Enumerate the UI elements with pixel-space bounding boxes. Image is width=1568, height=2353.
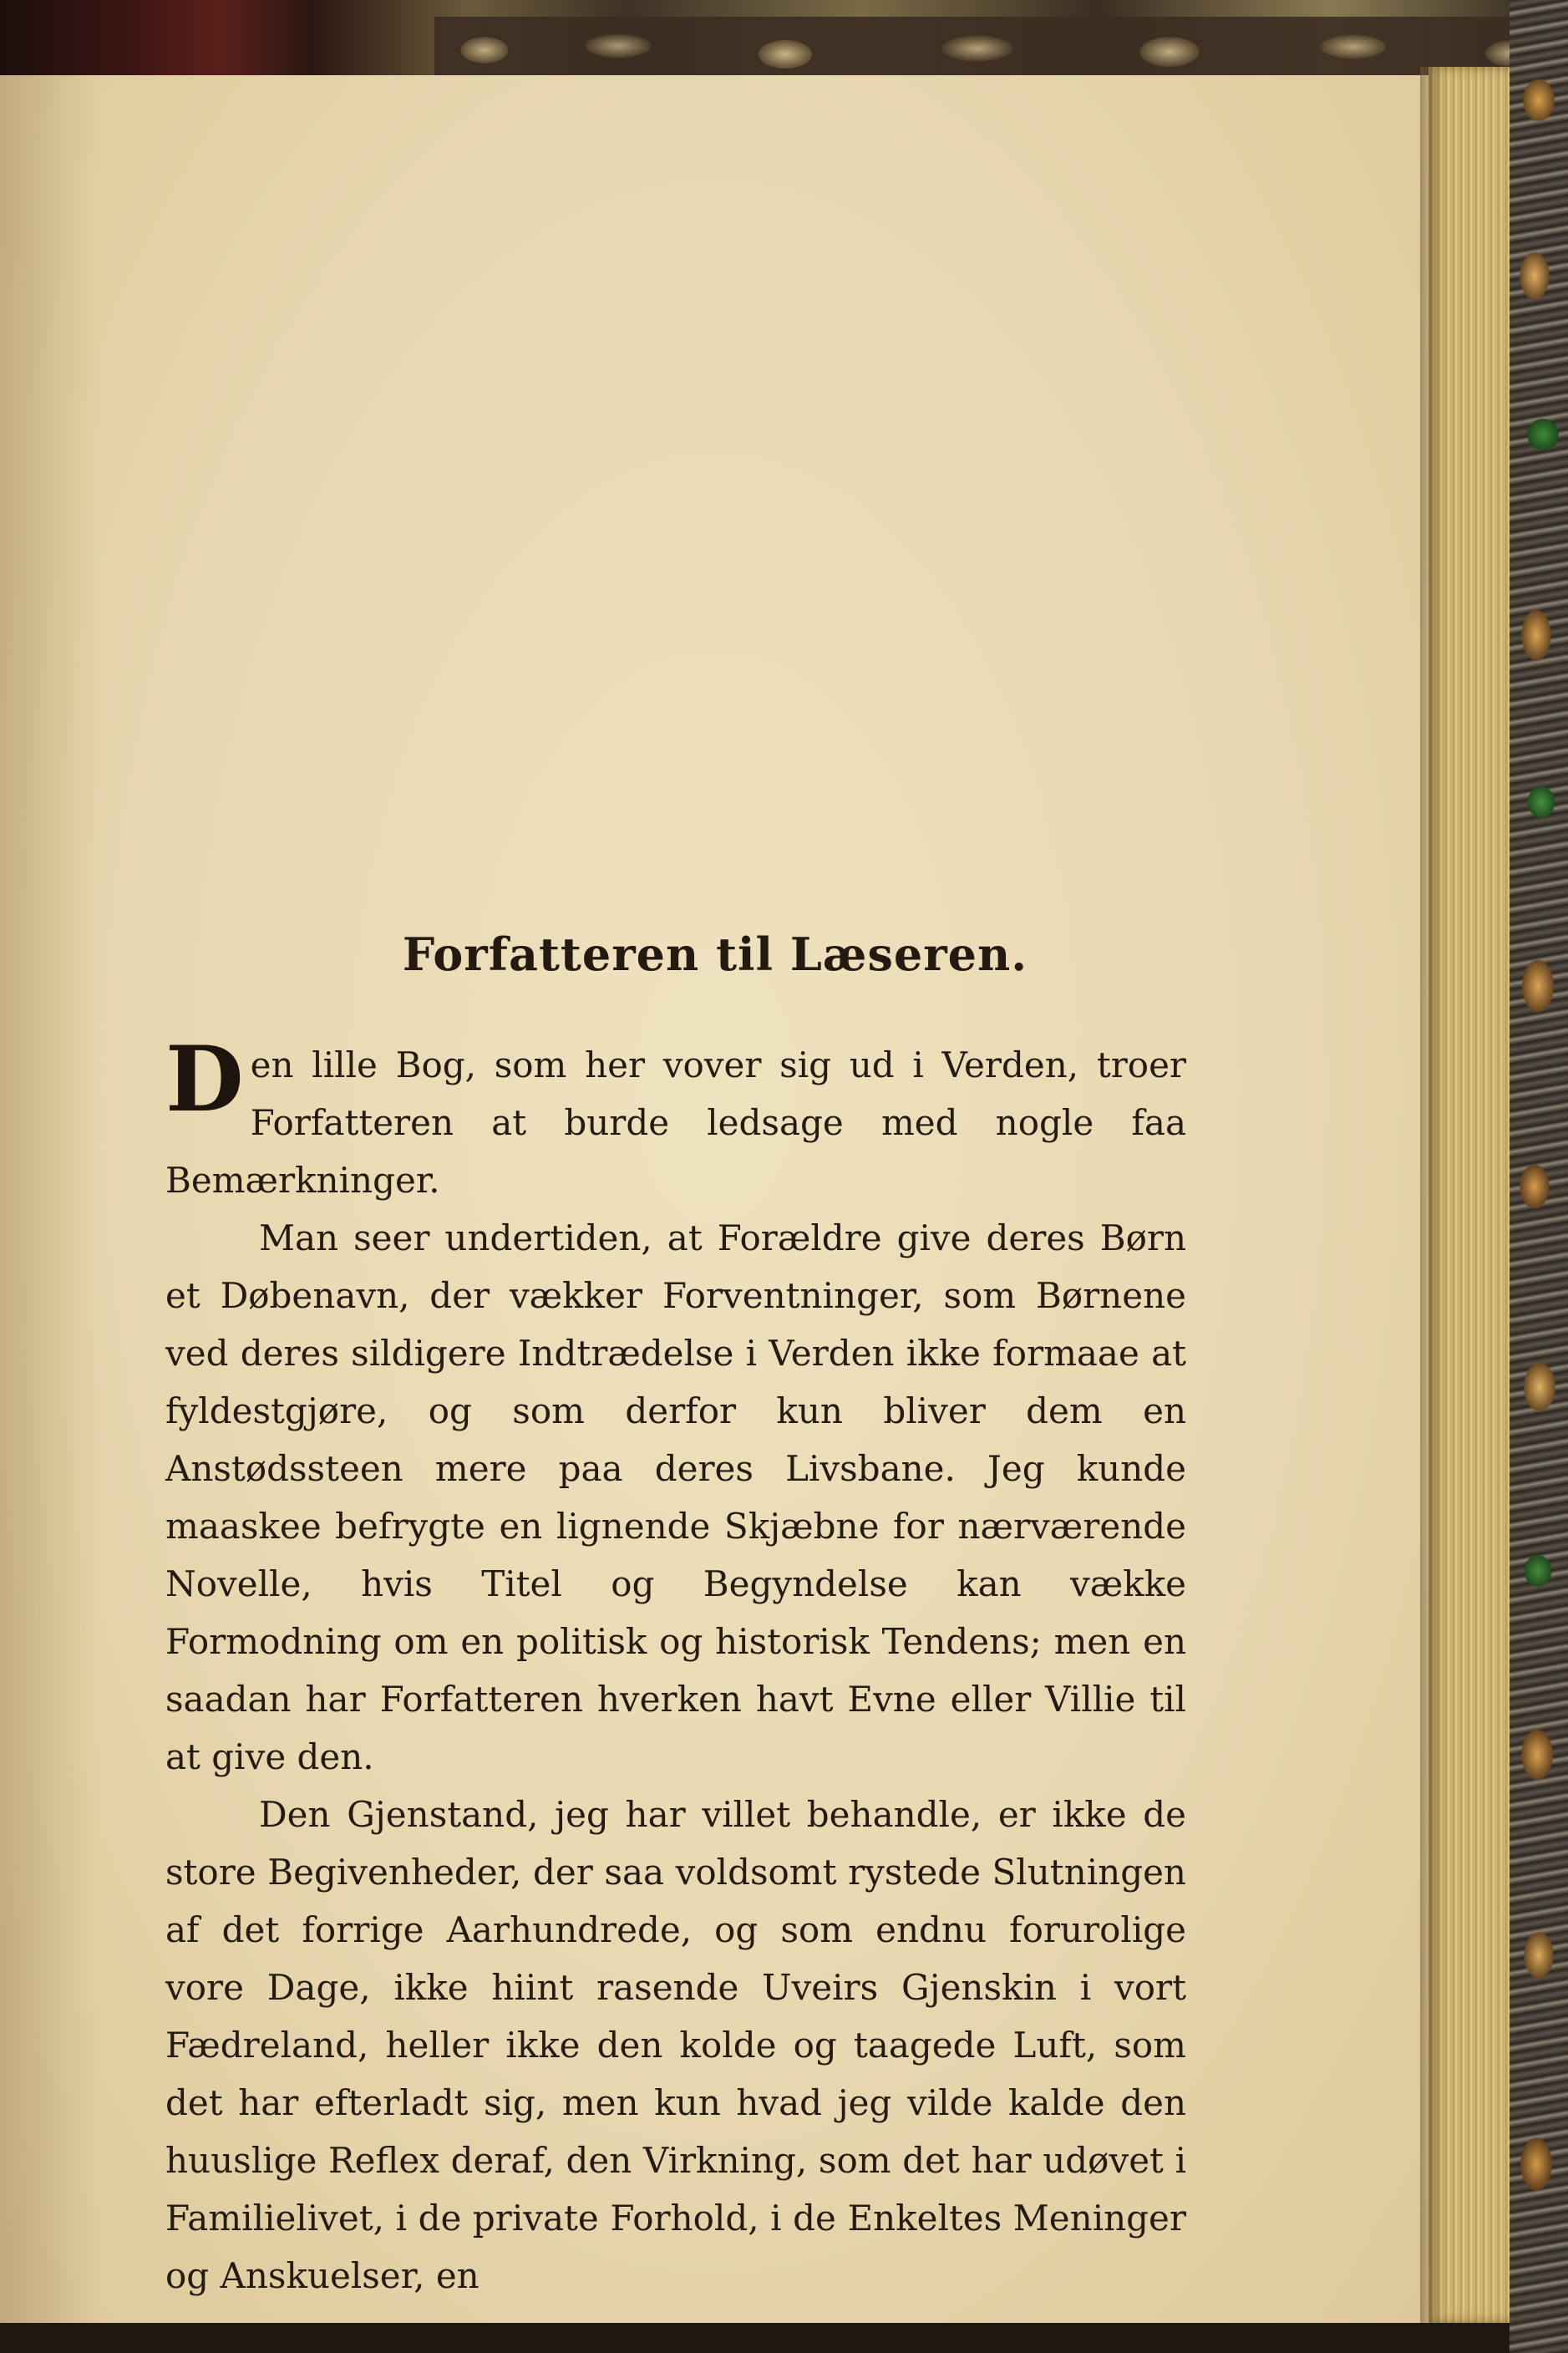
- body-text: [165, 1027, 1186, 2305]
- chapter-heading: Forfatteren til Læseren.: [402, 927, 1028, 981]
- paragraph-3: Den Gjenstand, jeg har villet behandle, er ikke de store Begivenheder, der saa voldsomt rystede Slutningen af det forrige Aarhundrede, og som endnu forurolige vore Dage, ikke hiint rasende Uveirs Gjenskin i vort Fædreland, heller ikke den kolde og taagede Luft, som det har efterladt sig, men kun hvad jeg vilde kalde den huuslige Reflex deraf, den Virkning, som det har udøvet i Familielivet, i de private Forhold, i de Enkeltes Meninger og Anskuelser, en: [165, 1794, 1186, 2296]
- paragraph-2: Man seer undertiden, at Forældre give deres Børn et Døbenavn, der vækker Forventninger, som Børnene ved deres sildigere Indtrædelse i Verden ikke formaae at fyldestgjøre, og som derfor kun bliver dem en Anstødssteen mere paa deres Livsbane. Jeg kunde maaskee befrygte en lignende Skjæbne for nærværende Novelle, hvis Titel og Begyndelse kan vække Formodning om en politisk og historisk Tendens; men en saadan har Forfatteren hverken havt Evne eller Villie til at give den.: [165, 1217, 1186, 1777]
- gilt-page-edge: [1428, 67, 1512, 2323]
- top-marbled-edge: [434, 17, 1568, 79]
- paragraph-1-text: en lille Bog, som her vover sig ud i Verden, troer Forfatteren at burde ledsage med nogle faa Bemærkninger.: [165, 1044, 1186, 1201]
- paper-page: [0, 75, 1430, 2323]
- right-marbled-edge: [1510, 0, 1568, 2353]
- drop-cap: D: [165, 1027, 244, 1132]
- paragraph-1: [165, 1027, 1186, 1209]
